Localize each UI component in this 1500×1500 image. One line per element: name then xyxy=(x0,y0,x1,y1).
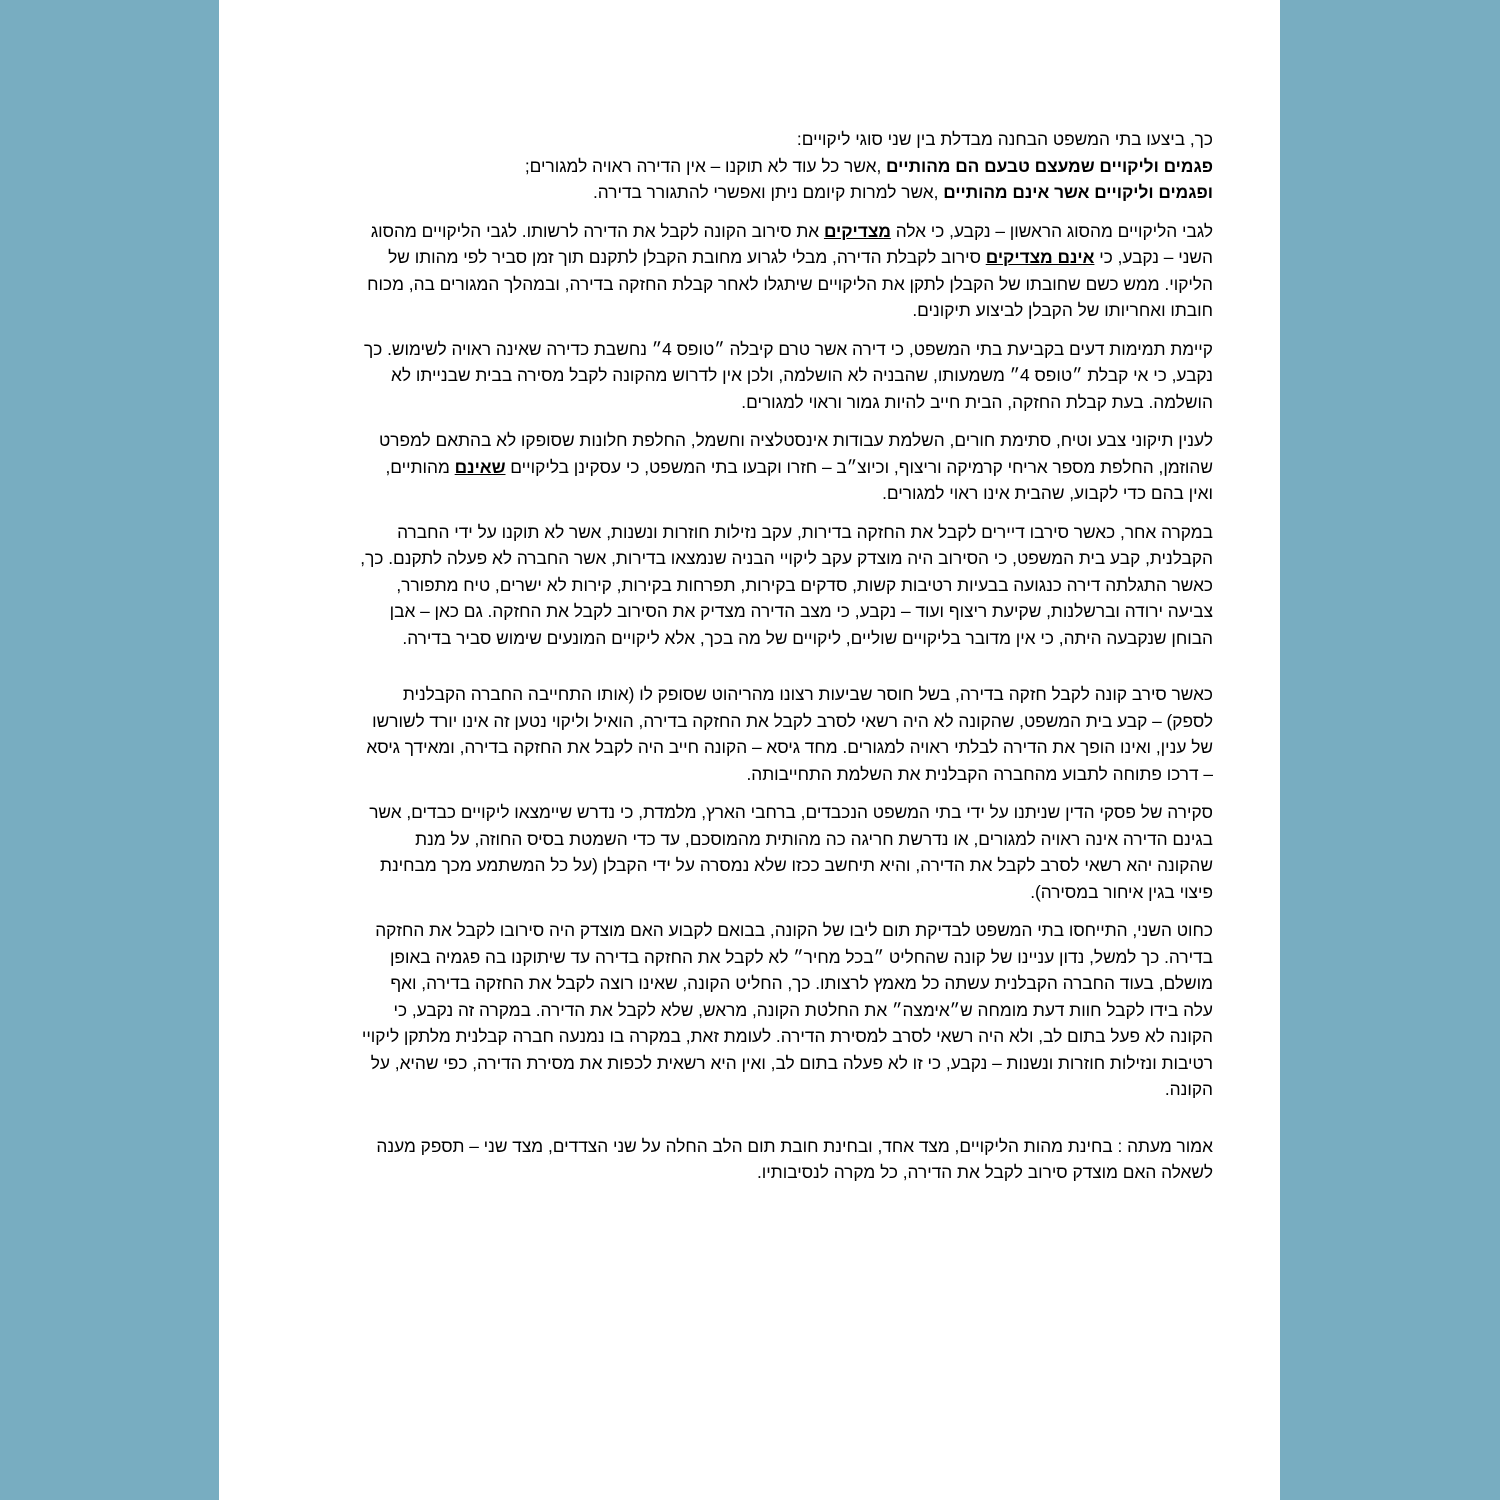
document-page xyxy=(219,0,1280,1500)
emphasis-not: שאינם xyxy=(454,456,506,477)
intro-paragraph xyxy=(359,126,1213,206)
text-run: מהותיים, ואין בהם כדי לקבוע, שהבית אינו ראוי למגורים. xyxy=(385,456,1213,503)
text-run: לגבי הליקויים מהסוג הראשון – נקבע, כי אלה xyxy=(890,220,1213,241)
paragraph-good-faith: כחוט השני, התייחסו בתי המשפט לבדיקת תום ליבו של הקונה, בבואם לקבוע האם מוצדק היה סירובו לקבל את החזקה בדירה. כך למשל, נדון עניינו של קונה שהחליט ״בכל מחיר״ לא לקבל את החזקה בדירה עד שיתוקנו בה פגמיה באופן מושלם, בעוד החברה הקבלנית עשתה כל מאמץ לרצותו. כך, החליט הקונה, שאינו רוצה לקבל את החזקה בדירה, ואף עלה בידו לקבל חוות דעת מומחה ש״אימצה״ את החלטת הקונה, מראש, שלא לקבל את הדירה. במקרה זה נקבע, כי הקונה לא פעל בתום לב, ולא היה רשאי לסרב למסירת הדירה. לעומת זאת, במקרה בו נמנעה חברה קבלנית מלתקן ליקויי רטיבות ונזילות חוזרות ונשנות – נקבע, כי זו לא פעלה בתום לב, ואין היא רשאית לכפות את מסירת הדירה, כפי שהיא, על הקונה. xyxy=(361,920,1213,1099)
emphasis-not-justify: אינם מצדיקים xyxy=(985,247,1095,267)
substantive-defects-term: פגמים וליקויים שמעצם טבעם הם מהותיים xyxy=(886,155,1213,176)
paragraph-leaks-case: במקרה אחר, כאשר סירבו דיירים לקבל את החזקה בדירות, עקב נזילות חוזרות ונשנות, אשר לא תוקנו על ידי החברה הקבלנית, קבע בית המשפט, כי הסירוב היה מוצדק עקב ליקויי הבניה שנמצאו בדירות, אשר החברה לא פעלה לתקנם. כך, כאשר התגלתה דירה כנגועה בבעיות רטיבות קשות, סדקים בקירות, תפרחות בקירות, קירות לא ישרים, טיח מתפורר, צביעה ירודה וברשלנות, שקיעת ריצוף ועוד – נקבע, כי מצב הדירה מצדיק את הסירוב לקבל את החזקה. גם כאן – אבן הבוחן שנקבעה היתה, כי אין מדובר בליקויים שוליים, ליקויים של מה בכך, אלא ליקויים המונעים שימוש סביר בדירה. xyxy=(360,521,1213,648)
paragraph-conclusion: אמור מעתה : בחינת מהות הליקויים, מצד אחד, ובחינת חובת תום הלב החלה על שני הצדדים, מצד שני – תספק מענה לשאלה האם מוצדק סירוב לקבל את הדירה, כל מקרה לנסיבותיו. xyxy=(376,1135,1213,1182)
paragraph-form-4: קיימת תמימות דעים בקביעת בתי המשפט, כי דירה אשר טרם קיבלה ״טופס 4״ נחשבת כדירה שאינה ראויה לשימוש. כך נקבע, כי אי קבלת ״טופס 4״ משמעותו, שהבניה לא הושלמה, ולכן אין לדרוש מהקונה לקבל מסירה בבית שבנייתו לא הושלמה. בעת קבלת החזקה, הבית חייב להיות גמור וראוי למגורים. xyxy=(364,338,1213,412)
minor-defects-text: ,אשר למרות קיומם ניתן ואפשרי להתגורר בדירה. xyxy=(593,182,944,202)
text-run: סירוב לקבלת הדירה, מבלי לגרוע מחובת הקבלן לתקנם תוך זמן סביר לפי מהותו של הליקוי. ממש כשם שחובתו של הקבלן לתקן את הליקויים שיתגלו לאחר קבלת החזקה בדירה, ובמהלך המגורים בה, מכוח חובתו ואחריותו של הקבלן לביצוע תיקונים. xyxy=(367,247,1213,320)
minor-defects-term: ופגמים וליקויים אשר אינם מהותיים xyxy=(943,182,1213,202)
paragraph-case-review: סקירה של פסקי הדין שניתנו על ידי בתי המשפט הנכבדים, ברחבי הארץ, מלמדת, כי נדרש שיימצאו ליקויים כבדים, אשר בגינם הדירה אינה ראויה למגורים, או נדרשת חריגה כה מהותית מהמוסכם, עד כדי השמטת בסיס החוזה, על מנת שהקונה יהא רשאי לסרב לקבל את הדירה, והיא תיחשב ככזו שלא נמסרה על ידי הקבלן (על כל המשתמע מכך מבחינת פיצוי בגין איחור במסירה). xyxy=(369,802,1213,902)
paragraph-furniture-case: כאשר סירב קונה לקבל חזקה בדירה, בשל חוסר שביעות רצונו מהריהוט שסופק לו (אותו התחייבה החברה הקבלנית לספק) – קבע בית המשפט, שהקונה לא היה רשאי לסרב לקבל את החזקה בדירה, הואיל וליקוי נטען זה אינו יורד לשורשו של ענין, ואינו הופך את הדירה לבלתי ראויה למגורים. מחד גיסא – הקונה חייב היה לקבל את החזקה בדירה, ומאידך גיסא – דרכו פתוחה לתבוע מהחברה הקבלנית את השלמת התחייבותה. xyxy=(366,684,1213,784)
paragraph-defect-types-ruling xyxy=(359,218,1213,324)
document-body xyxy=(359,126,1213,1198)
emphasis-justify: מצדיקים xyxy=(823,220,891,241)
text-run: לענין תיקוני צבע וטיח, סתימת חורים, השלמת עבודות אינסטלציה וחשמל, החלפת חלונות שסופקו לא בהתאם למפרט שהוזמן, החלפת מספר אריחי קרמיקה וריצוף, וכיוצ״ב – חזרו וקבעו בתי המשפט, כי עסקינן בליקויים xyxy=(378,430,1213,477)
text-run: את סירוב הקונה לקבל את הדירה לרשותו. לגבי הליקויים מהסוג השני – נקבע, כי xyxy=(370,220,1213,267)
paragraph-minor-repairs xyxy=(359,427,1213,507)
intro-line-1: כך, ביצעו בתי המשפט הבחנה מבדלת בין שני סוגי ליקויים: xyxy=(796,129,1213,149)
substantive-defects-text: ,אשר כל עוד לא תוקנו – אין הדירה ראויה למגורים; xyxy=(524,155,887,176)
